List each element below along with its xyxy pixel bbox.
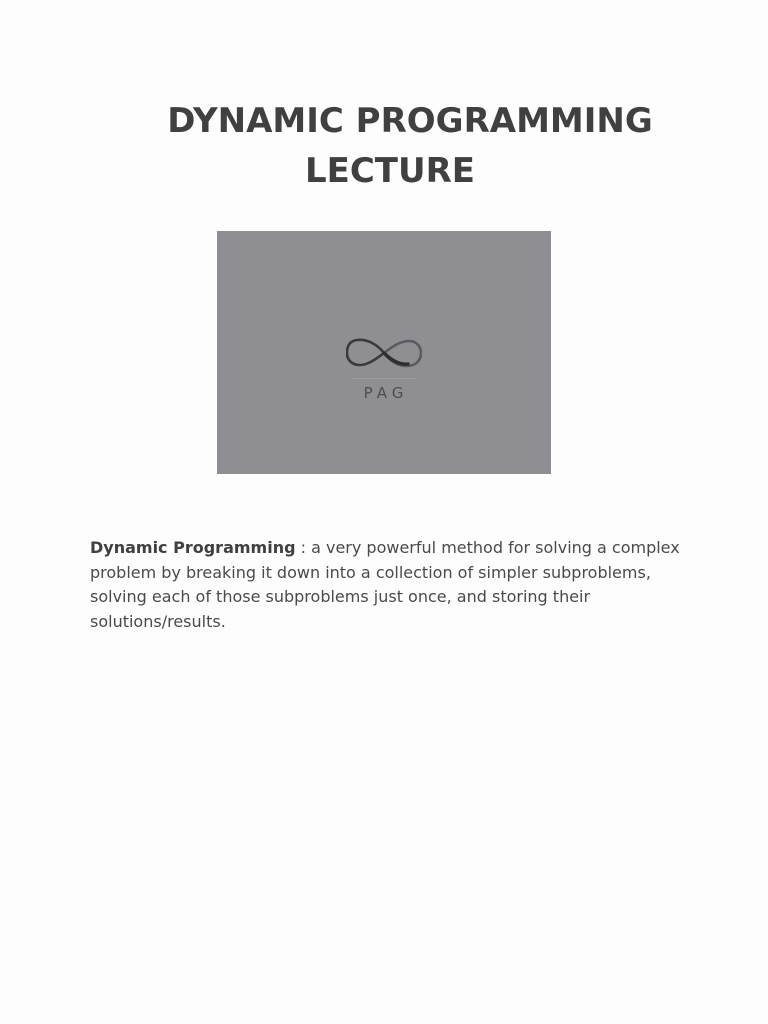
cover-image: [217, 231, 551, 474]
logo-text: PAG: [363, 384, 409, 402]
document-title: [0, 96, 768, 196]
definition-text: : a very powerful method for solving a complex problem by breaking it down into a collection of simpler subproblems, solving each of those subproblems just once, and storing their solutions/results.: [90, 538, 680, 631]
title-line-1: DYNAMIC PROGRAMMING: [167, 101, 653, 141]
title-line-2: LECTURE: [304, 151, 476, 191]
definition-term: Dynamic Programming: [90, 538, 296, 557]
infinity-icon: [346, 337, 422, 369]
logo-divider: [351, 378, 417, 379]
definition-paragraph: [90, 536, 680, 634]
